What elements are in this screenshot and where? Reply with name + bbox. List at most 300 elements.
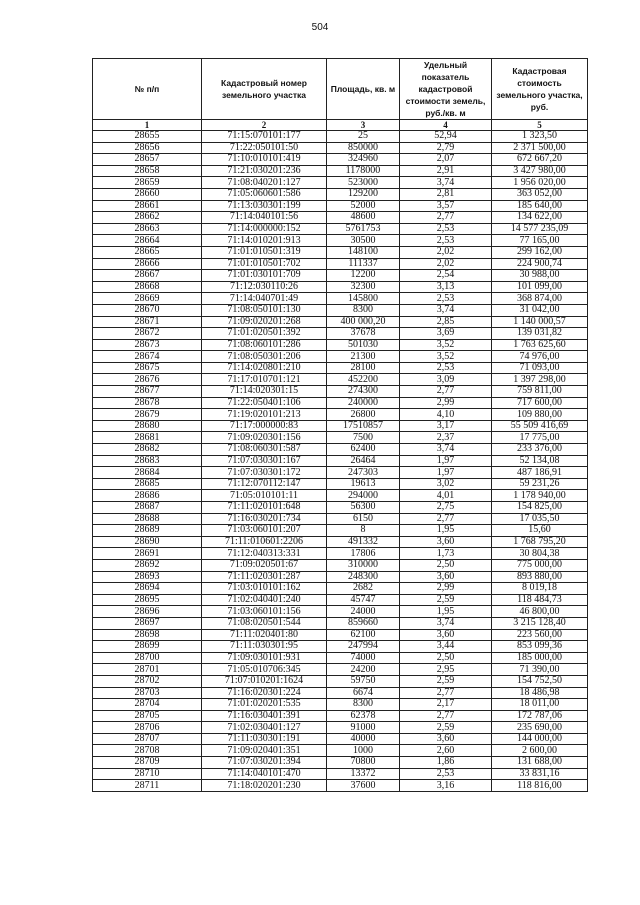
area-value: 5761753 <box>327 223 400 235</box>
unit-value: 2,07 <box>400 154 492 166</box>
table-row <box>93 583 588 595</box>
table-row <box>93 525 588 537</box>
cadastral-number: 71:05:060601:586 <box>202 188 327 200</box>
cadastral-number: 71:09:020201:268 <box>202 316 327 328</box>
cadastral-value: 17 775,00 <box>492 432 588 444</box>
cadastral-number: 71:12:030110:26 <box>202 281 327 293</box>
row-number: 28682 <box>93 444 202 456</box>
row-number: 28677 <box>93 386 202 398</box>
area-value: 859660 <box>327 617 400 629</box>
area-value: 62400 <box>327 444 400 456</box>
cadastral-value: 3 215 128,40 <box>492 617 588 629</box>
table-row <box>93 154 588 166</box>
cadastral-value: 30 804,38 <box>492 548 588 560</box>
column-header-area: Площадь, кв. м <box>327 59 400 120</box>
unit-value: 2,59 <box>400 594 492 606</box>
cadastral-value: 131 688,00 <box>492 757 588 769</box>
unit-value: 1,73 <box>400 548 492 560</box>
unit-value: 3,16 <box>400 780 492 792</box>
cadastral-number: 71:11:010601:2206 <box>202 536 327 548</box>
row-number: 28693 <box>93 571 202 583</box>
unit-value: 3,60 <box>400 571 492 583</box>
area-value: 62100 <box>327 629 400 641</box>
cadastral-number: 71:22:050401:106 <box>202 397 327 409</box>
unit-value: 1,97 <box>400 467 492 479</box>
cadastral-number: 71:08:020501:544 <box>202 617 327 629</box>
area-value: 21300 <box>327 351 400 363</box>
cadastral-number: 71:11:020101:648 <box>202 502 327 514</box>
row-number: 28703 <box>93 687 202 699</box>
unit-value: 2,50 <box>400 652 492 664</box>
area-value: 19613 <box>327 478 400 490</box>
area-value: 26464 <box>327 455 400 467</box>
table-row <box>93 652 588 664</box>
cadastral-value: 46 800,00 <box>492 606 588 618</box>
row-number: 28705 <box>93 710 202 722</box>
cadastral-number: 71:09:030101:931 <box>202 652 327 664</box>
table-row <box>93 606 588 618</box>
area-value: 400 000,20 <box>327 316 400 328</box>
cadastral-value: 18 011,00 <box>492 699 588 711</box>
row-number: 28664 <box>93 235 202 247</box>
table-row <box>93 374 588 386</box>
row-number: 28688 <box>93 513 202 525</box>
cadastral-value: 8 019,18 <box>492 583 588 595</box>
cadastral-value: 893 880,00 <box>492 571 588 583</box>
area-value: 148100 <box>327 246 400 258</box>
area-value: 37600 <box>327 780 400 792</box>
cadastral-value: 2 600,00 <box>492 745 588 757</box>
row-number: 28658 <box>93 165 202 177</box>
unit-value: 1,97 <box>400 455 492 467</box>
table-header-row <box>93 59 588 120</box>
area-value: 91000 <box>327 722 400 734</box>
table-row <box>93 641 588 653</box>
cadastral-value: 71 390,00 <box>492 664 588 676</box>
cadastral-value: 363 052,00 <box>492 188 588 200</box>
cadastral-value: 52 134,08 <box>492 455 588 467</box>
table-row <box>93 188 588 200</box>
row-number: 28678 <box>93 397 202 409</box>
table-row <box>93 594 588 606</box>
cadastral-value: 17 035,50 <box>492 513 588 525</box>
area-value: 8300 <box>327 699 400 711</box>
table-row <box>93 768 588 780</box>
area-value: 6674 <box>327 687 400 699</box>
area-value: 45747 <box>327 594 400 606</box>
unit-value: 1,86 <box>400 757 492 769</box>
area-value: 324960 <box>327 154 400 166</box>
area-value: 523000 <box>327 177 400 189</box>
unit-value: 1,95 <box>400 525 492 537</box>
table-row <box>93 513 588 525</box>
unit-value: 2,77 <box>400 513 492 525</box>
unit-value: 3,74 <box>400 304 492 316</box>
area-value: 6150 <box>327 513 400 525</box>
cadastral-value: 368 874,00 <box>492 293 588 305</box>
area-value: 111337 <box>327 258 400 270</box>
row-number: 28691 <box>93 548 202 560</box>
row-number: 28683 <box>93 455 202 467</box>
area-value: 274300 <box>327 386 400 398</box>
column-index: 5 <box>492 120 588 131</box>
area-value: 2682 <box>327 583 400 595</box>
row-number: 28686 <box>93 490 202 502</box>
area-value: 850000 <box>327 142 400 154</box>
unit-value: 3,74 <box>400 617 492 629</box>
area-value: 17806 <box>327 548 400 560</box>
area-value: 247303 <box>327 467 400 479</box>
row-number: 28673 <box>93 339 202 351</box>
table-row <box>93 351 588 363</box>
row-number: 28655 <box>93 131 202 143</box>
cadastral-value: 33 831,16 <box>492 768 588 780</box>
unit-value: 3,09 <box>400 374 492 386</box>
row-number: 28697 <box>93 617 202 629</box>
cadastral-value: 14 577 235,09 <box>492 223 588 235</box>
row-number: 28662 <box>93 212 202 224</box>
cadastral-value: 223 560,00 <box>492 629 588 641</box>
table-row <box>93 490 588 502</box>
cadastral-number: 71:14:040701:49 <box>202 293 327 305</box>
cadastral-number: 71:08:050101:130 <box>202 304 327 316</box>
unit-value: 3,69 <box>400 328 492 340</box>
unit-value: 4,01 <box>400 490 492 502</box>
cadastral-value: 71 093,00 <box>492 362 588 374</box>
row-number: 28689 <box>93 525 202 537</box>
unit-value: 2,50 <box>400 559 492 571</box>
unit-value: 2,37 <box>400 432 492 444</box>
unit-value: 3,60 <box>400 733 492 745</box>
area-value: 25 <box>327 131 400 143</box>
unit-value: 3,52 <box>400 339 492 351</box>
row-number: 28685 <box>93 478 202 490</box>
cadastral-number: 71:18:020201:230 <box>202 780 327 792</box>
cadastral-number: 71:16:020301:224 <box>202 687 327 699</box>
table-row <box>93 270 588 282</box>
unit-value: 2,59 <box>400 675 492 687</box>
table-row <box>93 502 588 514</box>
area-value: 59750 <box>327 675 400 687</box>
row-number: 28701 <box>93 664 202 676</box>
row-number: 28671 <box>93 316 202 328</box>
table-row <box>93 397 588 409</box>
area-value: 56300 <box>327 502 400 514</box>
cadastral-value: 1 178 940,00 <box>492 490 588 502</box>
unit-value: 2,91 <box>400 165 492 177</box>
unit-value: 2,53 <box>400 768 492 780</box>
cadastral-number: 71:14:020301:15 <box>202 386 327 398</box>
unit-value: 2,60 <box>400 745 492 757</box>
column-header-number: № п/п <box>93 59 202 120</box>
area-value: 74000 <box>327 652 400 664</box>
column-index: 2 <box>202 120 327 131</box>
row-number: 28665 <box>93 246 202 258</box>
unit-value: 2,99 <box>400 583 492 595</box>
row-number: 28709 <box>93 757 202 769</box>
cadastral-number: 71:14:040101:56 <box>202 212 327 224</box>
row-number: 28679 <box>93 409 202 421</box>
cadastral-value: 139 031,82 <box>492 328 588 340</box>
cadastral-number: 71:14:010201:913 <box>202 235 327 247</box>
row-number: 28667 <box>93 270 202 282</box>
table-row <box>93 281 588 293</box>
cadastral-number: 71:22:050101:50 <box>202 142 327 154</box>
cadastral-value: 144 000,00 <box>492 733 588 745</box>
table-row <box>93 467 588 479</box>
cadastral-number: 71:12:070112:147 <box>202 478 327 490</box>
cadastral-number: 71:16:030401:391 <box>202 710 327 722</box>
unit-value: 2,79 <box>400 142 492 154</box>
unit-value: 3,74 <box>400 444 492 456</box>
cadastral-number: 71:16:030201:734 <box>202 513 327 525</box>
table-row <box>93 745 588 757</box>
row-number: 28663 <box>93 223 202 235</box>
cadastral-number: 71:02:030401:127 <box>202 722 327 734</box>
area-value: 8 <box>327 525 400 537</box>
row-number: 28675 <box>93 362 202 374</box>
table-row <box>93 339 588 351</box>
cadastral-value: 2 371 500,00 <box>492 142 588 154</box>
cadastral-number: 71:08:050301:206 <box>202 351 327 363</box>
cadastral-value: 185 640,00 <box>492 200 588 212</box>
table-row <box>93 235 588 247</box>
area-value: 13372 <box>327 768 400 780</box>
cadastral-number: 71:17:010701:121 <box>202 374 327 386</box>
table-row <box>93 200 588 212</box>
area-value: 1178000 <box>327 165 400 177</box>
row-number: 28699 <box>93 641 202 653</box>
cadastral-value: 487 186,91 <box>492 467 588 479</box>
row-number: 28710 <box>93 768 202 780</box>
unit-value: 2,02 <box>400 258 492 270</box>
unit-value: 1,95 <box>400 606 492 618</box>
cadastral-number: 71:01:020501:392 <box>202 328 327 340</box>
cadastral-value: 717 600,00 <box>492 397 588 409</box>
table-row <box>93 675 588 687</box>
column-index-row <box>93 120 588 131</box>
row-number: 28656 <box>93 142 202 154</box>
cadastral-value: 118 484,73 <box>492 594 588 606</box>
unit-value: 3,13 <box>400 281 492 293</box>
cadastral-value: 30 988,00 <box>492 270 588 282</box>
unit-value: 2,85 <box>400 316 492 328</box>
area-value: 310000 <box>327 559 400 571</box>
table-row <box>93 386 588 398</box>
row-number: 28659 <box>93 177 202 189</box>
cadastral-number: 71:07:030301:172 <box>202 467 327 479</box>
cadastral-number: 71:05:010706:345 <box>202 664 327 676</box>
area-value: 12200 <box>327 270 400 282</box>
table-row <box>93 780 588 792</box>
area-value: 70800 <box>327 757 400 769</box>
cadastral-value: 15,60 <box>492 525 588 537</box>
unit-value: 2,53 <box>400 223 492 235</box>
cadastral-number: 71:14:000000:152 <box>202 223 327 235</box>
area-value: 1000 <box>327 745 400 757</box>
column-index: 3 <box>327 120 400 131</box>
table-row <box>93 223 588 235</box>
table-row <box>93 258 588 270</box>
cadastral-value: 154 825,00 <box>492 502 588 514</box>
cadastral-value: 55 509 416,69 <box>492 420 588 432</box>
area-value: 7500 <box>327 432 400 444</box>
unit-value: 3,60 <box>400 536 492 548</box>
area-value: 24200 <box>327 664 400 676</box>
column-header-cadastral-id: Кадастровый номер земельного участка <box>202 59 327 120</box>
cadastral-number: 71:09:020501:67 <box>202 559 327 571</box>
table-body <box>93 120 588 792</box>
table-row <box>93 420 588 432</box>
area-value: 452200 <box>327 374 400 386</box>
area-value: 26800 <box>327 409 400 421</box>
row-number: 28672 <box>93 328 202 340</box>
table-row <box>93 757 588 769</box>
table-row <box>93 304 588 316</box>
column-index: 1 <box>93 120 202 131</box>
cadastral-number: 71:01:010501:319 <box>202 246 327 258</box>
cadastral-number: 71:08:060301:587 <box>202 444 327 456</box>
row-number: 28660 <box>93 188 202 200</box>
unit-value: 2,59 <box>400 722 492 734</box>
column-index: 4 <box>400 120 492 131</box>
row-number: 28674 <box>93 351 202 363</box>
area-value: 248300 <box>327 571 400 583</box>
cadastral-value: 672 667,20 <box>492 154 588 166</box>
cadastral-value: 172 787,06 <box>492 710 588 722</box>
table-row <box>93 478 588 490</box>
cadastral-value: 3 427 980,00 <box>492 165 588 177</box>
row-number: 28669 <box>93 293 202 305</box>
row-number: 28707 <box>93 733 202 745</box>
row-number: 28698 <box>93 629 202 641</box>
cadastral-number: 71:11:030301:95 <box>202 641 327 653</box>
cadastral-value: 59 231,26 <box>492 478 588 490</box>
cadastral-number: 71:07:010201:1624 <box>202 675 327 687</box>
cadastral-value: 224 900,74 <box>492 258 588 270</box>
row-number: 28676 <box>93 374 202 386</box>
cadastral-number: 71:13:030301:199 <box>202 200 327 212</box>
cadastral-number: 71:11:020301:287 <box>202 571 327 583</box>
cadastral-number: 71:21:030201:236 <box>202 165 327 177</box>
cadastral-value: 775 000,00 <box>492 559 588 571</box>
table-row <box>93 246 588 258</box>
cadastral-value: 185 000,00 <box>492 652 588 664</box>
cadastral-number: 71:03:060101:207 <box>202 525 327 537</box>
unit-value: 2,81 <box>400 188 492 200</box>
unit-value: 2,77 <box>400 710 492 722</box>
row-number: 28661 <box>93 200 202 212</box>
area-value: 17510857 <box>327 420 400 432</box>
unit-value: 2,53 <box>400 362 492 374</box>
table-row <box>93 687 588 699</box>
column-header-cadastral-value: Кадастровая стоимость земельного участка, руб. <box>492 59 588 120</box>
table-row <box>93 131 588 143</box>
area-value: 294000 <box>327 490 400 502</box>
cadastral-value: 31 042,00 <box>492 304 588 316</box>
area-value: 28100 <box>327 362 400 374</box>
cadastral-number: 71:12:040313:331 <box>202 548 327 560</box>
unit-value: 2,95 <box>400 664 492 676</box>
cadastral-number: 71:01:030101:709 <box>202 270 327 282</box>
cadastral-value: 1 768 795,20 <box>492 536 588 548</box>
cadastral-value: 109 880,00 <box>492 409 588 421</box>
table-row <box>93 733 588 745</box>
cadastral-value: 299 162,00 <box>492 246 588 258</box>
area-value: 40000 <box>327 733 400 745</box>
unit-value: 2,02 <box>400 246 492 258</box>
area-value: 145800 <box>327 293 400 305</box>
row-number: 28668 <box>93 281 202 293</box>
cadastral-value: 1 956 020,00 <box>492 177 588 189</box>
cadastral-number: 71:14:020801:210 <box>202 362 327 374</box>
table-row <box>93 455 588 467</box>
row-number: 28711 <box>93 780 202 792</box>
cadastral-number: 71:02:040401:240 <box>202 594 327 606</box>
row-number: 28700 <box>93 652 202 664</box>
cadastral-value: 1 397 298,00 <box>492 374 588 386</box>
cadastral-number: 71:03:010101:162 <box>202 583 327 595</box>
cadastral-value: 118 816,00 <box>492 780 588 792</box>
cadastral-number: 71:11:030301:191 <box>202 733 327 745</box>
area-value: 32300 <box>327 281 400 293</box>
table-row <box>93 571 588 583</box>
unit-value: 2,53 <box>400 235 492 247</box>
unit-value: 2,99 <box>400 397 492 409</box>
unit-value: 52,94 <box>400 131 492 143</box>
table-row <box>93 664 588 676</box>
row-number: 28704 <box>93 699 202 711</box>
table-row <box>93 710 588 722</box>
row-number: 28696 <box>93 606 202 618</box>
cadastral-value: 18 486,98 <box>492 687 588 699</box>
unit-value: 2,53 <box>400 293 492 305</box>
table-row <box>93 722 588 734</box>
table-row <box>93 536 588 548</box>
cadastral-value: 101 099,00 <box>492 281 588 293</box>
cadastral-value: 233 376,00 <box>492 444 588 456</box>
cadastral-number: 71:19:020101:213 <box>202 409 327 421</box>
unit-value: 3,44 <box>400 641 492 653</box>
cadastral-number: 71:08:040201:127 <box>202 177 327 189</box>
cadastral-value: 77 165,00 <box>492 235 588 247</box>
cadastral-number: 71:07:030301:167 <box>202 455 327 467</box>
table-row <box>93 165 588 177</box>
unit-value: 3,57 <box>400 200 492 212</box>
cadastral-value: 235 690,00 <box>492 722 588 734</box>
cadastral-number: 71:10:010101:419 <box>202 154 327 166</box>
table-row <box>93 328 588 340</box>
area-value: 24000 <box>327 606 400 618</box>
unit-value: 3,60 <box>400 629 492 641</box>
unit-value: 2,77 <box>400 212 492 224</box>
cadastral-number: 71:01:010501:702 <box>202 258 327 270</box>
area-value: 240000 <box>327 397 400 409</box>
table-row <box>93 699 588 711</box>
table-row <box>93 212 588 224</box>
cadastral-number: 71:09:020401:351 <box>202 745 327 757</box>
row-number: 28690 <box>93 536 202 548</box>
cadastral-value: 853 099,36 <box>492 641 588 653</box>
unit-value: 2,54 <box>400 270 492 282</box>
table-row <box>93 548 588 560</box>
unit-value: 3,52 <box>400 351 492 363</box>
table-row <box>93 362 588 374</box>
cadastral-number: 71:17:000000:83 <box>202 420 327 432</box>
cadastral-number: 71:11:020401:80 <box>202 629 327 641</box>
cadastral-value: 1 763 625,60 <box>492 339 588 351</box>
unit-value: 2,77 <box>400 687 492 699</box>
